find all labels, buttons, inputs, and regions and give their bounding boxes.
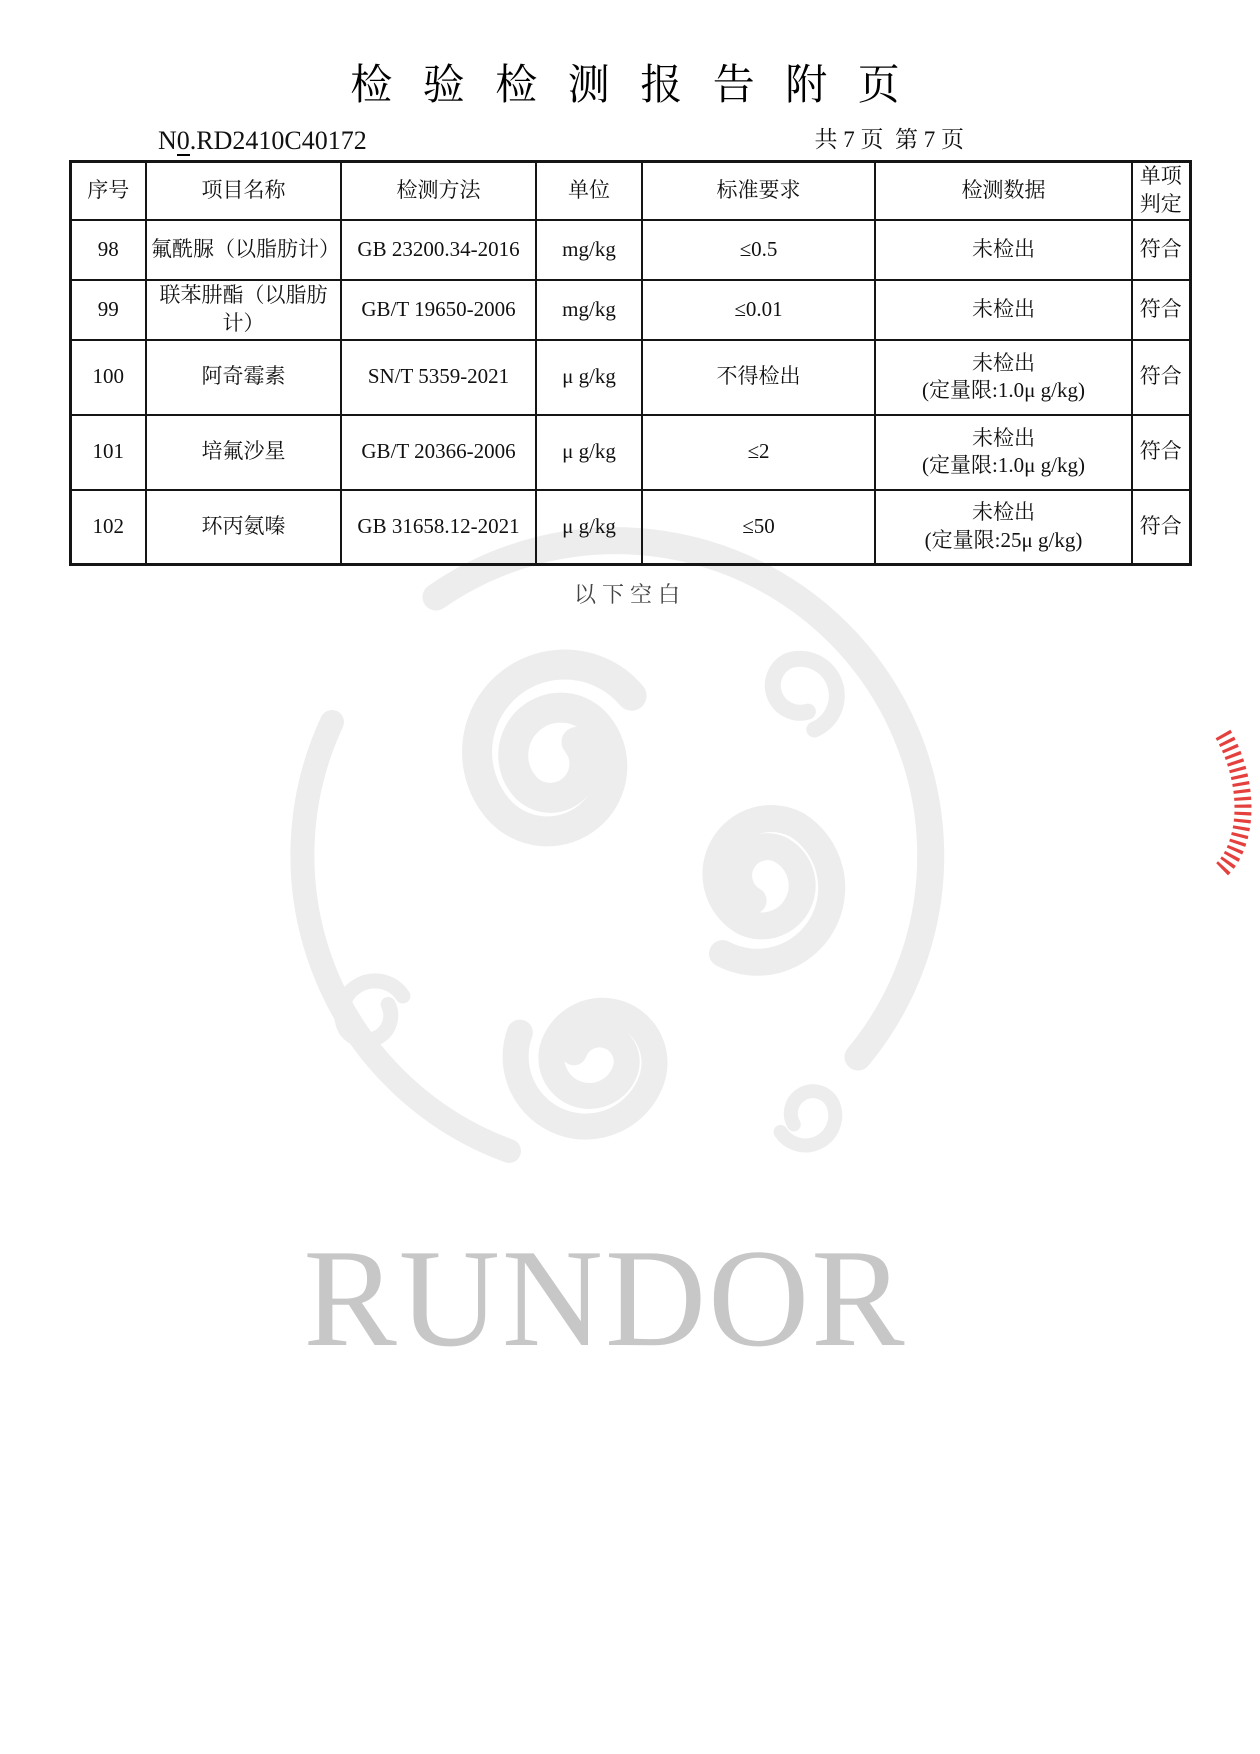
cell-unit: μ g/kg: [536, 340, 642, 415]
cell-judgment: 符合: [1132, 340, 1190, 415]
cell-standard: ≤50: [642, 490, 875, 565]
cell-unit: μ g/kg: [536, 415, 642, 490]
cell-standard: 不得检出: [642, 340, 875, 415]
header-data: 检测数据: [875, 162, 1132, 220]
test-results-table: [69, 160, 1192, 566]
header-unit: 单位: [536, 162, 642, 220]
cell-item-name: 环丙氨嗪: [146, 490, 341, 565]
table-row: [70, 280, 1190, 340]
cell-no: 101: [70, 415, 146, 490]
cell-judgment: 符合: [1132, 220, 1190, 280]
cell-no: 99: [70, 280, 146, 340]
cell-method: GB 23200.34-2016: [341, 220, 536, 280]
cell-no: 98: [70, 220, 146, 280]
cell-method: GB/T 19650-2006: [341, 280, 536, 340]
cell-no: 102: [70, 490, 146, 565]
report-number-underlined-digit: 0: [176, 126, 190, 155]
cell-unit: mg/kg: [536, 220, 642, 280]
table-row: [70, 340, 1190, 415]
table-row: [70, 415, 1190, 490]
table-row: [70, 490, 1190, 565]
cell-unit: mg/kg: [536, 280, 642, 340]
cell-unit: μ g/kg: [536, 490, 642, 565]
table-header-row: [70, 162, 1190, 220]
cell-judgment: 符合: [1132, 490, 1190, 565]
meta-row: [70, 124, 1190, 156]
cell-standard: ≤0.5: [642, 220, 875, 280]
cell-data: 未检出: [875, 220, 1132, 280]
page-count-label: 共 7 页 第 7 页: [814, 127, 964, 153]
cell-data: 未检出 (定量限:1.0μ g/kg): [875, 340, 1132, 415]
cell-standard: ≤2: [642, 415, 875, 490]
cell-judgment: 符合: [1132, 415, 1190, 490]
cell-method: GB/T 20366-2006: [341, 415, 536, 490]
cell-item-name: 氟酰脲（以脂肪计）: [146, 220, 341, 280]
cell-data: 未检出 (定量限:1.0μ g/kg): [875, 415, 1132, 490]
header-judgment: 单项判定: [1132, 162, 1190, 220]
header-item-name: 项目名称: [146, 162, 341, 220]
header-standard: 标准要求: [642, 162, 875, 220]
cell-standard: ≤0.01: [642, 280, 875, 340]
below-blank-label: 以下空白: [573, 582, 686, 608]
header-method: 检测方法: [341, 162, 536, 220]
cell-item-name: 联苯肼酯（以脂肪计）: [146, 280, 341, 340]
cell-no: 100: [70, 340, 146, 415]
report-number: N0.RD2410C40172: [158, 126, 367, 155]
cell-item-name: 培氟沙星: [146, 415, 341, 490]
watermark-brand-text: RUNDOR: [303, 1221, 907, 1376]
cell-method: SN/T 5359-2021: [341, 340, 536, 415]
cell-data: 未检出 (定量限:25μ g/kg): [875, 490, 1132, 565]
table-row: [70, 220, 1190, 280]
cell-data: 未检出: [875, 280, 1132, 340]
cell-method: GB 31658.12-2021: [341, 490, 536, 565]
page-title: 检 验 检 测 报 告 附 页: [350, 63, 910, 109]
header-no: 序号: [70, 162, 146, 220]
cell-item-name: 阿奇霉素: [146, 340, 341, 415]
cell-judgment: 符合: [1132, 280, 1190, 340]
red-seal-edge-icon: [1205, 728, 1260, 878]
